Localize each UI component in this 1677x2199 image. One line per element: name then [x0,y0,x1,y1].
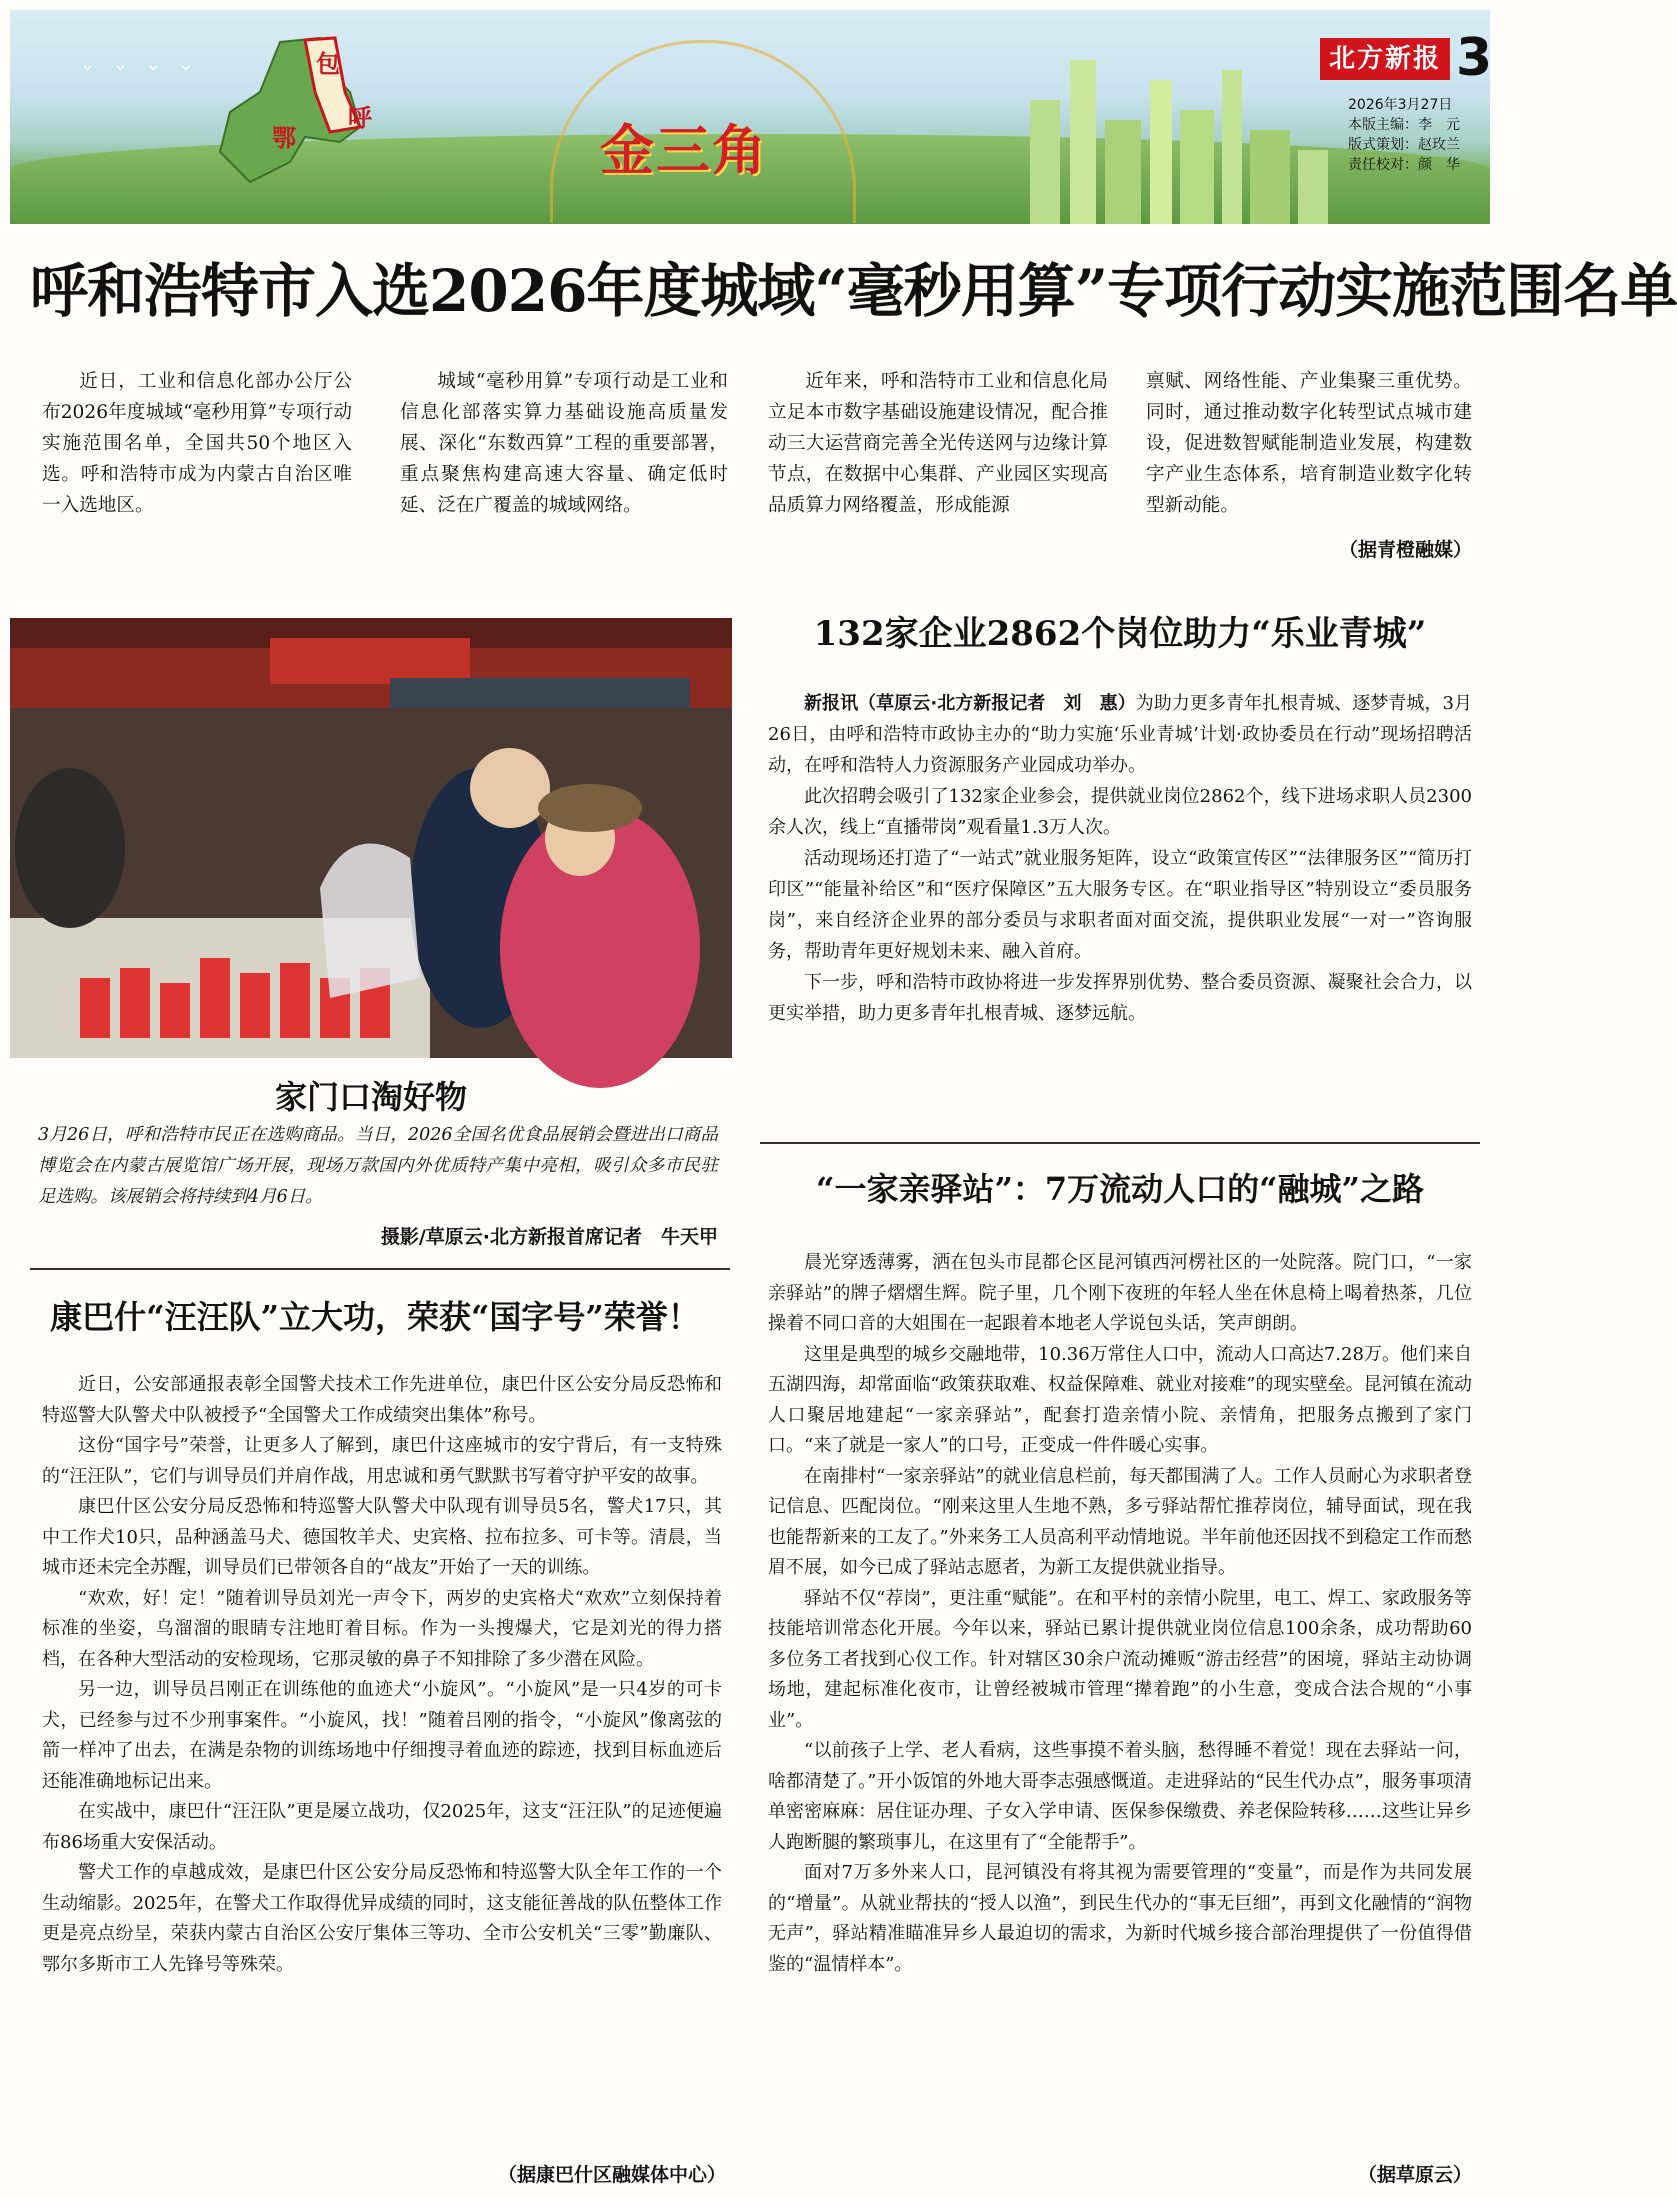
station-story-p5: “以前孩子上学、老人看病，这些事摸不着头脑，愁得睡不着觉！现在去驿站一问，啥都清楚了。”开小饭馆的外地大哥李志强感慨道。走进驿站的“民生代办点”，服务事项清单密密麻麻：居住证办理、子女入学申请、医保参保缴费、养老保险转移……这些让异乡人跑断腿的繁琐事儿，在这里有了“全能帮手”。 [768,1740,1472,1853]
jobs-story-p2: 此次招聘会吸引了132家企业参会，提供就业岗位2862个，线下进场求职人员2300余人次，线上“直播带岗”观看量1.3万人次。 [768,786,1472,838]
section-title: 金三角 [600,119,768,182]
lead-story-col-1 [42,366,352,521]
jobs-story-p3: 活动现场还打造了“一站式”就业服务矩阵，设立“政策宣传区”“法律服务区”“简历打印区”“能量补给区”和“医疗保障区”五大服务专区。在“职业指导区”特别设立“委员服务岗”，来自经济企业界的部分委员与求职者面对面交流，提供职业发展“一对一”咨询服务，帮助青年更好规划未来、融入首府。 [768,848,1472,962]
station-story-p1: 晨光穿透薄雾，洒在包头市昆都仑区昆河镇西河楞社区的一处院落。院门口，“一家亲驿站”的牌子熠熠生辉。院子里，几个刚下夜班的年轻人坐在休息椅上喝着热茶，几位操着不同口音的大姐围在一起跟着本地老人学说包头话，笑声朗朗。 [768,1252,1472,1334]
market-photo-image [10,618,732,1058]
lead-story-credit: （据青橙融媒） [1338,539,1472,561]
lead-story-col-4 [1146,366,1472,521]
region-label-ordos: 鄂 [272,124,296,152]
designer-line: 版式策划：赵玫兰 [1348,137,1460,153]
paper-logo: 北方新报 [1320,38,1450,80]
station-story-p4: 驿站不仅“荐岗”，更注重“赋能”。在和平村的亲情小院里，电工、焊工、家政服务等技能培训常态化开展。今年以来，驿站已累计提供就业岗位信息100余条，成功帮助60多位务工者找到心仪工作。针对辖区30余户流动摊贩“游击经营”的困境，驿站主动协调场地，建起标准化夜市，让曾经被城市管理“撵着跑”的小生意，变成合法合规的“小事业”。 [768,1587,1472,1731]
dog-story-p6: 在实战中，康巴什“汪汪队”更是屡立战功，仅2025年，这支“汪汪队”的足迹便遍布86场重大安保活动。 [42,1801,722,1853]
region-label-hohhot: 呼 [348,104,372,132]
birds-icon: ⌄ ⌄ ⌄ ⌄ [80,54,200,75]
station-story-p6: 面对7万多外来人口，昆河镇没有将其视为需要管理的“变量”，而是作为共同发展的“增量”。从就业帮扶的“授人以渔”，到民生代办的“事无巨细”，再到文化融情的“润物无声”，驿站精准瞄准异乡人最迫切的需求，为新时代城乡接合部治理提供了一份值得借鉴的“温情样本”。 [768,1862,1472,1975]
jobs-story-title: 132家企业2862个岗位助力“乐业青城” [813,614,1427,654]
lead-story-text-4: 禀赋、网络性能、产业集聚三重优势。同时，通过推动数字化转型试点城市建设，促进数智赋能制造业发展，构建数字产业生态体系，培育制造业数字化转型新动能。 [1146,371,1472,516]
main-headline: 呼和浩特市入选2026年度城域“毫秒用算”专项行动实施范围名单 [30,257,1677,325]
photo-story-title: 家门口淘好物 [274,1078,467,1116]
photo-caption: 3月26日，呼和浩特市民正在选购商品。当日，2026全国名优食品展销会暨进出口商品博览会在内蒙古展览馆广场开展，现场万款国内外优质特产集中亮相，吸引众多市民驻足选购。该展销会将持续到4月6日。 [38,1125,718,1207]
station-story-p3: 在南排村“一家亲驿站”的就业信息栏前，每天都围满了人。工作人员耐心为求职者登记信息、匹配岗位。“刚来这里人生地不熟，多亏驿站帮忙推荐岗位，辅导面试，现在我也能帮新来的工友了。”外来务工人员高利平动情地说。半年前他还因找不到稳定工作而愁眉不展，如今已成了驿站志愿者，为新工友提供就业指导。 [768,1465,1472,1578]
station-story-p2: 这里是典型的城乡交融地带，10.36万常住人口中，流动人口高达7.28万。他们来自五湖四海，却常面临“政策获取难、权益保障难、就业对接难”的现实壁垒。昆河镇在流动人口聚居地建起“一家亲驿站”，配套打造亲情小院、亲情角，把服务点搬到了家门口。“来了就是一家人”的口号，正变成一件件暖心实事。 [768,1343,1472,1456]
dog-story-p1: 近日，公安部通报表彰全国警犬技术工作先进单位，康巴什区公安分局反恐怖和特巡警大队警犬中队被授予“全国警犬工作成绩突出集体”称号。 [42,1374,722,1426]
lead-story-text-2: 城域“毫秒用算”专项行动是工业和信息化部落实算力基础设施高质量发展、深化“东数西算”工程的重要部署，重点聚焦构建高速大容量、确定低时延、泛在广覆盖的城域网络。 [400,371,728,516]
dog-story-p4: “欢欢，好！定！”随着训导员刘光一声令下，两岁的史宾格犬“欢欢”立刻保持着标准的坐姿，乌溜溜的眼睛专注地盯着目标。作为一头搜爆犬，它是刘光的得力搭档，在各种大型活动的安检现场，它那灵敏的鼻子不知排除了多少潜在风险。 [42,1587,722,1670]
market-photo [10,618,732,1058]
dog-story-p2: 这份“国字号”荣誉，让更多人了解到，康巴什这座城市的安宁背后，有一支特殊的“汪汪队”，它们与训导员们并肩作战，用忠诚和勇气默默书写着守护平安的故事。 [42,1435,722,1487]
dog-story-body [42,1370,722,1980]
region-label-baotou: 包 [316,50,340,78]
page-number: 3 [1456,28,1493,88]
issue-date: 2026年3月27日 [1348,97,1453,113]
jobs-story-p4: 下一步，呼和浩特市政协将进一步发挥界别优势、整合委员资源、凝聚社会合力，以更实举措，助力更多青年扎根青城、逐梦远航。 [768,972,1472,1024]
dog-story-p5: 另一边，训导员吕刚正在训练他的血迹犬“小旋风”。“小旋风”是一只4岁的可卡犬，已经参与过不少刑事案件。“小旋风，找！”随着吕刚的指令，“小旋风”像离弦的箭一样冲了出去，在满是杂物的训练场地中仔细搜寻着血迹的踪迹，找到目标血迹后还能准确地标记出来。 [42,1679,722,1792]
lead-story-col-2 [400,366,728,521]
jobs-story-body [768,688,1472,1029]
dog-story-title: 康巴什“汪汪队”立大功，荣获“国字号”荣誉！ [50,1298,700,1336]
section-divider [30,1268,730,1270]
lead-story-text-1: 近日，工业和信息化部办公厅公布2026年度城域“毫秒用算”专项行动实施范围名单，全国共50个地区入选。呼和浩特市成为内蒙古自治区唯一入选地区。 [42,371,352,516]
proofreader-line: 责任校对：颜 华 [1348,157,1460,173]
jobs-story-p1: 为助力更多青年扎根青城、逐梦青城，3月26日，由呼和浩特市政协主办的“助力实施‘乐业青城’计划·政协委员在行动”现场招聘活动，在呼和浩特人力资源服务产业园成功举办。 [768,693,1472,776]
station-story-credit: （据草原云） [1357,2164,1472,2186]
section-divider-right [760,1142,1480,1144]
lead-story-col-3 [768,366,1108,521]
editor-line: 本版主编：李 元 [1348,117,1460,133]
city-skyline-icon [1010,40,1340,224]
photo-credit: 摄影/草原云·北方新报首席记者 牛天甲 [380,1226,718,1248]
dog-story-credit: （据康巴什区融媒体中心） [497,2164,726,2186]
lead-story-text-3: 近年来，呼和浩特市工业和信息化局立足本市数字基础设施建设情况，配合推动三大运营商完善全光传送网与边缘计算节点，在数据中心集群、产业园区实现高品质算力网络覆盖，形成能源 [768,371,1108,516]
station-story-body [768,1248,1472,1980]
station-story-title: “一家亲驿站”：7万流动人口的“融城”之路 [816,1170,1424,1208]
masthead-banner [10,10,1493,224]
dog-story-p3: 康巴什区公安分局反恐怖和特巡警大队警犬中队现有训导员5名，警犬17只，其中工作犬10只，品种涵盖马犬、德国牧羊犬、史宾格、拉布拉多、可卡等。清晨，当城市还未完全苏醒，训导员们已带领各自的“战友”开始了一天的训练。 [42,1496,722,1578]
jobs-story-lead: 新报讯（草原云·北方新报记者 刘 惠） [804,693,1136,714]
dog-story-p7: 警犬工作的卓越成效，是康巴什区公安分局反恐怖和特巡警大队全年工作的一个生动缩影。2025年，在警犬工作取得优异成绩的同时，这支能征善战的队伍整体工作更是亮点纷呈，荣获内蒙古自治区公安厅集体三等功、全市公安机关“三零”勤廉队、鄂尔多斯市工人先锋号等殊荣。 [42,1862,722,1975]
